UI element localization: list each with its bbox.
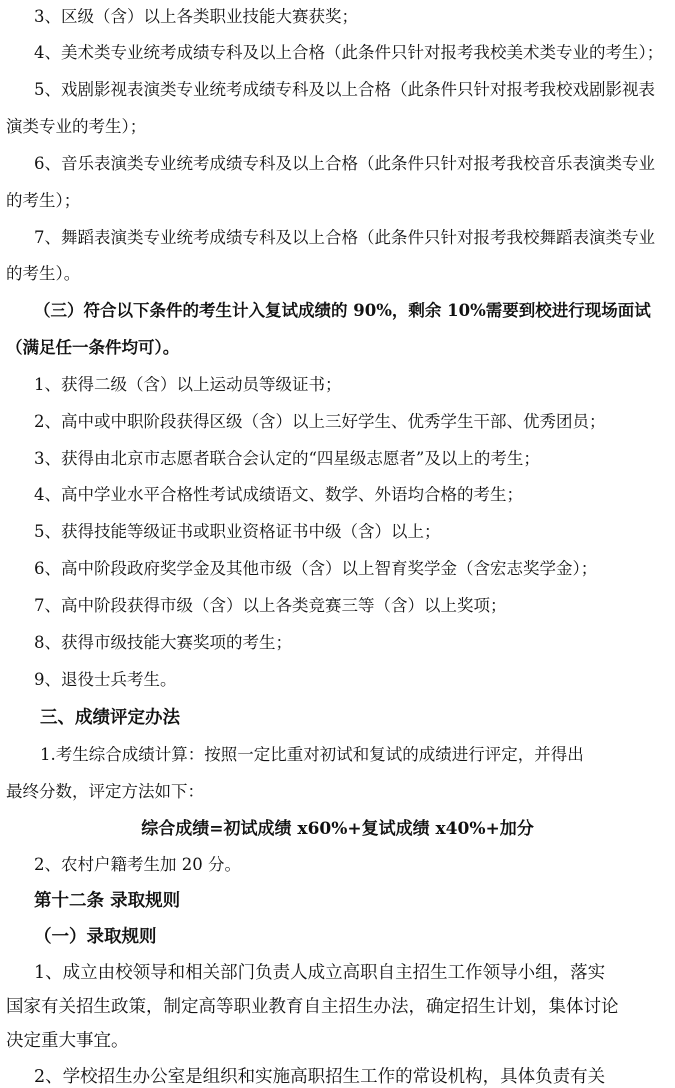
text-line: 演类专业的考生）； xyxy=(6,117,147,136)
text-line: 的考生）。 xyxy=(6,264,81,283)
text-line: 三、成绩评定办法 xyxy=(40,708,180,728)
text-line: 2、高中或中职阶段获得区级（含）以上三好学生、优秀学生干部、优秀团员； xyxy=(34,412,606,431)
text-line: 3、区级（含）以上各类职业技能大赛获奖； xyxy=(34,7,358,26)
text-line: 2、学校招生办公室是组织和实施高职招生工作的常设机构，具体负责有关 xyxy=(34,1067,606,1087)
text-line: 3、获得由北京市志愿者联合会认定的“四星级志愿者”及以上的考生； xyxy=(34,449,540,468)
text-line: 1、获得二级（含）以上运动员等级证书； xyxy=(34,375,342,394)
text-line: （一）录取规则 xyxy=(34,927,157,947)
text-line: 综合成绩=初试成绩 x60%+复试成绩 x40%+加分 xyxy=(141,819,534,839)
text-line: 9、退役士兵考生。 xyxy=(34,670,177,689)
text-line: 4、美术类专业统考成绩专科及以上合格（此条件只针对报考我校美术类专业的考生）； xyxy=(34,43,664,62)
text-line: 2、农村户籍考生加 20 分。 xyxy=(34,855,241,874)
text-line: 决定重大事宜。 xyxy=(6,1031,129,1051)
text-line: 8、获得市级技能大赛奖项的考生； xyxy=(34,633,292,652)
text-line: 5、戏剧影视表演类专业统考成绩专科及以上合格（此条件只针对报考我校戏剧影视表 xyxy=(34,80,655,99)
text-line: 第十二条 录取规则 xyxy=(34,891,181,911)
text-line: 1.考生综合成绩计算：按照一定比重对初试和复试的成绩进行评定，并得出 xyxy=(40,745,584,764)
text-line: 7、高中阶段获得市级（含）以上各类竞赛三等（含）以上奖项； xyxy=(34,596,507,615)
text-line: 1、成立由校领导和相关部门负责人成立高职自主招生工作领导小组，落实 xyxy=(34,963,606,983)
text-line: 国家有关招生政策，制定高等职业教育自主招生办法，确定招生计划，集体讨论 xyxy=(6,997,619,1017)
text-line: 的考生）； xyxy=(6,191,81,210)
text-line: 4、高中学业水平合格性考试成绩语文、数学、外语均合格的考生； xyxy=(34,485,523,504)
text-line: （满足任一条件均可）。 xyxy=(6,338,180,357)
text-line: 最终分数，评定方法如下： xyxy=(6,782,204,801)
text-line: 6、高中阶段政府奖学金及其他市级（含）以上智育奖学金（含宏志奖学金）； xyxy=(34,559,598,578)
text-line: 6、音乐表演类专业统考成绩专科及以上合格（此条件只针对报考我校音乐表演类专业 xyxy=(34,154,655,173)
text-line: 5、获得技能等级证书或职业资格证书中级（含）以上； xyxy=(34,522,441,541)
text-line: （三）符合以下条件的考生计入复试成绩的 90%，剩余 10%需要到校进行现场面试 xyxy=(34,301,651,320)
text-line: 7、舞蹈表演类专业统考成绩专科及以上合格（此条件只针对报考我校舞蹈表演类专业 xyxy=(34,228,655,247)
